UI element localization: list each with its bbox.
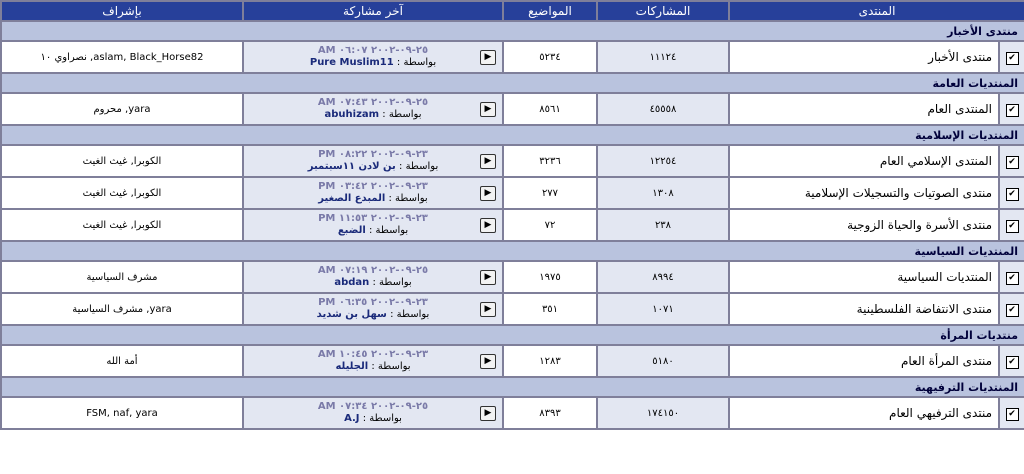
last-post-user-link[interactable]: الجليله: [335, 361, 369, 372]
forum-moderators[interactable]: الكوبرا, غيث الغيث: [2, 178, 242, 208]
header-forum: المنتدى: [730, 2, 1024, 20]
forum-row: [2, 346, 1024, 376]
forum-moderators[interactable]: أمة الله: [2, 346, 242, 376]
by-label: بواسطة :: [372, 277, 412, 288]
header-row: [2, 2, 1024, 20]
category-title[interactable]: المنتديات الترفيهية: [2, 378, 1024, 396]
forum-status-cell: [1000, 398, 1024, 428]
go-to-last-post-icon[interactable]: ▶: [480, 218, 496, 233]
category-row: [2, 378, 1024, 396]
category-row: [2, 126, 1024, 144]
header-topics: المواضيع: [504, 2, 596, 20]
last-post-user-link[interactable]: abuhizam: [324, 109, 380, 120]
last-post-by: [250, 161, 496, 173]
by-label: بواسطة :: [388, 193, 428, 204]
forum-posts-count: ٥١٨٠: [598, 346, 728, 376]
forum-status-cell: [1000, 346, 1024, 376]
forum-topics-count: ١٩٧٥: [504, 262, 596, 292]
last-post-date: ٢٣-٠٩-٢٠٠٢ ١١:٥٣ PM: [318, 213, 428, 224]
by-label: بواسطة :: [368, 225, 409, 236]
last-post-date: ٢٣-٠٩-٢٠٠٢ ٠٨:٢٢ PM: [318, 149, 428, 160]
forum-name-link[interactable]: منتدى الترفيهي العام: [730, 398, 998, 428]
forum-topics-count: ٣٥١: [504, 294, 596, 324]
forum-status-icon: ✔: [1006, 104, 1019, 117]
forum-status-cell: [1000, 178, 1024, 208]
last-post-user-link[interactable]: بن لادن ١١سبتمبر: [307, 161, 396, 172]
last-post-user-link[interactable]: سهل بن شديد: [316, 309, 387, 320]
forum-row: [2, 210, 1024, 240]
forum-moderators[interactable]: yara, مشرف السياسية: [2, 294, 242, 324]
last-post-cell: [244, 94, 502, 124]
category-row: [2, 22, 1024, 40]
forum-posts-count: ٤٥٥٥٨: [598, 94, 728, 124]
forum-posts-count: ١٠٧١: [598, 294, 728, 324]
category-title[interactable]: منتديات المرأة: [2, 326, 1024, 344]
forum-moderators[interactable]: yara, محروم: [2, 94, 242, 124]
go-to-last-post-icon[interactable]: ▶: [480, 270, 496, 285]
go-to-last-post-icon[interactable]: ▶: [480, 302, 496, 317]
forum-status-cell: [1000, 94, 1024, 124]
last-post-cell: [244, 210, 502, 240]
category-row: [2, 242, 1024, 260]
last-post-by: [250, 225, 496, 237]
forum-status-icon: ✔: [1006, 156, 1019, 169]
forum-row: [2, 262, 1024, 292]
category-title[interactable]: المنتديات الإسلامية: [2, 126, 1024, 144]
forum-topics-count: ٨٥٦١: [504, 94, 596, 124]
forum-status-icon: ✔: [1006, 304, 1019, 317]
last-post-user-link[interactable]: المبدع الصغير: [318, 193, 386, 204]
by-label: بواسطة :: [362, 413, 402, 424]
last-post-cell: [244, 398, 502, 428]
go-to-last-post-icon[interactable]: ▶: [480, 186, 496, 201]
by-label: بواسطة :: [399, 161, 439, 172]
forum-posts-count: ١١١٢٤: [598, 42, 728, 72]
forum-status-icon: ✔: [1006, 52, 1019, 65]
header-moderators: بإشراف: [2, 2, 242, 20]
forum-name-link[interactable]: المنتدى العام: [730, 94, 998, 124]
by-label: بواسطة :: [382, 109, 422, 120]
forum-name-link[interactable]: منتدى الصوتيات والتسجيلات الإسلامية: [730, 178, 998, 208]
last-post-by: [250, 361, 496, 373]
last-post-cell: [244, 42, 502, 72]
last-post-cell: [244, 346, 502, 376]
forum-row: [2, 42, 1024, 72]
category-row: [2, 74, 1024, 92]
last-post-date: ٢٣-٠٩-٢٠٠٢ ٠٦:٣٥ PM: [318, 297, 428, 308]
forum-moderators[interactable]: FSM, naf, yara: [2, 398, 242, 428]
forum-status-cell: [1000, 294, 1024, 324]
last-post-by: [250, 413, 496, 425]
forum-row: [2, 178, 1024, 208]
last-post-date: ٢٣-٠٩-٢٠٠٢ ١٠:٤٥ AM: [317, 349, 429, 360]
go-to-last-post-icon[interactable]: ▶: [480, 102, 496, 117]
forum-topics-count: ١٢٨٣: [504, 346, 596, 376]
forum-name-link[interactable]: منتدى الانتفاضة الفلسطينية: [730, 294, 998, 324]
category-title[interactable]: المنتديات العامة: [2, 74, 1024, 92]
forum-status-icon: ✔: [1006, 356, 1019, 369]
by-label: بواسطة :: [390, 309, 430, 320]
forum-moderators[interactable]: الكوبرا, غيث الغيث: [2, 146, 242, 176]
go-to-last-post-icon[interactable]: ▶: [480, 406, 496, 421]
last-post-date: ٢٥-٠٩-٢٠٠٢ ٠٦:٠٧ AM: [317, 45, 429, 56]
category-title[interactable]: منتدى الأخبار: [2, 22, 1024, 40]
forum-posts-count: ١٧٤١٥٠: [598, 398, 728, 428]
header-last-post: آخر مشاركة: [244, 2, 502, 20]
last-post-date: ٢٥-٠٩-٢٠٠٢ ٠٧:٣٤ AM: [317, 401, 429, 412]
go-to-last-post-icon[interactable]: ▶: [480, 154, 496, 169]
last-post-by: [250, 57, 496, 69]
by-label: بواسطة :: [371, 361, 411, 372]
forum-topics-count: ٨٣٩٣: [504, 398, 596, 428]
forum-name-link[interactable]: منتدى المرأة العام: [730, 346, 998, 376]
forum-status-cell: [1000, 146, 1024, 176]
last-post-cell: [244, 146, 502, 176]
last-post-cell: [244, 262, 502, 292]
forum-posts-count: ١٣٠٨: [598, 178, 728, 208]
last-post-user-link[interactable]: الضبع: [337, 225, 366, 236]
forum-name-link[interactable]: المنتدى الإسلامي العام: [730, 146, 998, 176]
forum-status-icon: ✔: [1006, 272, 1019, 285]
last-post-by: [250, 277, 496, 289]
forum-posts-count: ٢٣٨: [598, 210, 728, 240]
last-post-user-link[interactable]: A.J: [344, 413, 360, 424]
forum-status-icon: ✔: [1006, 408, 1019, 421]
forum-row: [2, 294, 1024, 324]
forum-status-cell: [1000, 262, 1024, 292]
last-post-by: [250, 309, 496, 321]
forum-topics-count: ٢٧٧: [504, 178, 596, 208]
forum-topics-count: ٥٢٣٤: [504, 42, 596, 72]
forum-status-icon: ✔: [1006, 188, 1019, 201]
forum-moderators[interactable]: مشرف السياسية: [2, 262, 242, 292]
category-row: [2, 326, 1024, 344]
last-post-date: ٢٥-٠٩-٢٠٠٢ ٠٧:١٩ AM: [317, 265, 429, 276]
forum-topics-count: ٣٢٣٦: [504, 146, 596, 176]
forum-status-cell: [1000, 42, 1024, 72]
forum-posts-count: ١٢٢٥٤: [598, 146, 728, 176]
last-post-by: [250, 193, 496, 205]
last-post-date: ٢٥-٠٩-٢٠٠٢ ٠٧:٤٣ AM: [317, 97, 429, 108]
forum-row: [2, 146, 1024, 176]
forum-topics-count: ٧٢: [504, 210, 596, 240]
forum-name-link[interactable]: منتدى الأخبار: [730, 42, 998, 72]
forum-row: [2, 398, 1024, 428]
category-title[interactable]: المنتديات السياسية: [2, 242, 1024, 260]
forum-row: [2, 94, 1024, 124]
forum-status-cell: [1000, 210, 1024, 240]
last-post-user-link[interactable]: Pure Muslim11: [309, 57, 394, 68]
forum-name-link[interactable]: منتدى الأسرة والحياة الزوجية: [730, 210, 998, 240]
last-post-date: ٢٣-٠٩-٢٠٠٢ ٠٣:٤٢ PM: [318, 181, 428, 192]
go-to-last-post-icon[interactable]: ▶: [480, 354, 496, 369]
last-post-by: [250, 109, 496, 121]
forum-moderators[interactable]: الكوبرا, غيث الغيث: [2, 210, 242, 240]
forum-posts-count: ٨٩٩٤: [598, 262, 728, 292]
forum-status-icon: ✔: [1006, 220, 1019, 233]
last-post-cell: [244, 294, 502, 324]
header-posts: المشاركات: [598, 2, 728, 20]
last-post-cell: [244, 178, 502, 208]
forum-name-link[interactable]: المنتديات السياسية: [730, 262, 998, 292]
by-label: بواسطة :: [396, 57, 437, 68]
go-to-last-post-icon[interactable]: ▶: [480, 50, 496, 65]
forum-moderators[interactable]: aslam, Black_Horse82, نصراوي ١٠: [2, 42, 242, 72]
last-post-user-link[interactable]: abdan: [334, 277, 370, 288]
